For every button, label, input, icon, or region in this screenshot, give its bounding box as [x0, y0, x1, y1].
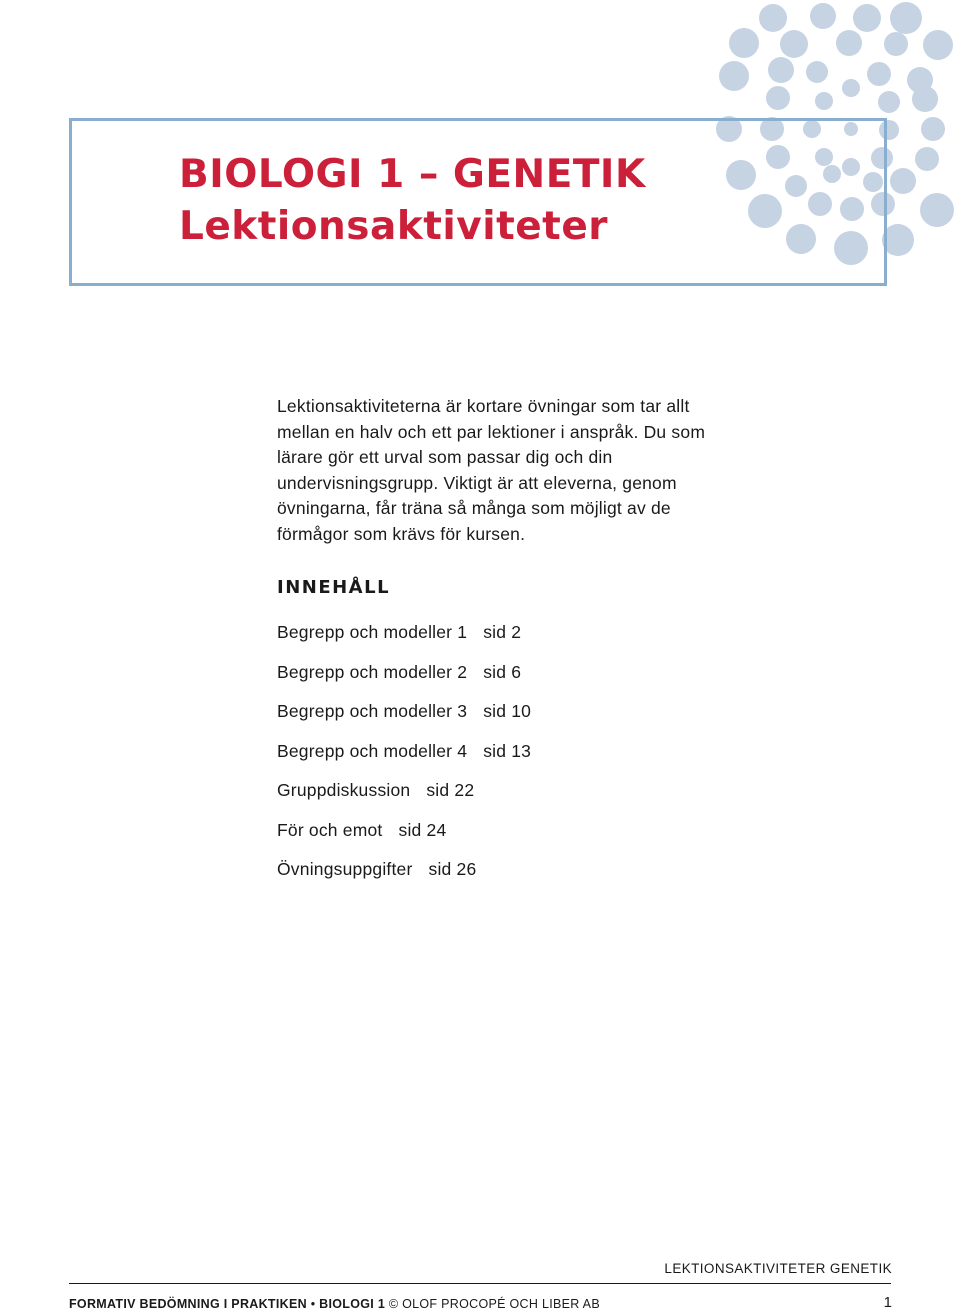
toc-item [277, 621, 531, 661]
decorative-dot [867, 62, 891, 86]
toc-item [277, 819, 531, 859]
decorative-dot [923, 30, 953, 60]
decorative-dot [815, 92, 833, 110]
decorative-dot [920, 193, 954, 227]
decorative-dot [719, 61, 749, 91]
footer-divider [69, 1283, 891, 1284]
decorative-dot [810, 3, 836, 29]
decorative-dot [780, 30, 808, 58]
toc-item-label: Begrepp och modeller 4 [277, 740, 468, 761]
decorative-dot [915, 147, 939, 171]
running-head: LEKTIONSAKTIVITETER GENETIK [664, 1261, 892, 1276]
decorative-dot [806, 61, 828, 83]
toc-item-label: Begrepp och modeller 2 [277, 661, 468, 682]
toc-item-label: Gruppdiskussion [277, 780, 411, 800]
contents-heading: INNEHÅLL [277, 577, 391, 598]
decorative-dot [729, 28, 759, 58]
title-box [69, 118, 887, 286]
document-title: BIOLOGI 1 – GENETIK [179, 152, 646, 197]
decorative-dot [759, 4, 787, 32]
decorative-dot [912, 86, 938, 112]
toc-item-label: För och emot [277, 819, 383, 840]
toc-item-page: sid 26 [428, 859, 477, 879]
decorative-dot [768, 57, 794, 83]
toc-item [277, 700, 531, 740]
toc-item [277, 740, 531, 780]
decorative-dot [842, 79, 860, 97]
footer-credits [69, 1297, 600, 1311]
toc-item-label: Begrepp och modeller 3 [277, 701, 468, 721]
toc-item [277, 779, 531, 819]
toc-item-page: sid 22 [426, 780, 475, 800]
table-of-contents [277, 621, 531, 898]
toc-item-page: sid 24 [398, 819, 447, 840]
toc-item [277, 661, 531, 701]
toc-item-label: Övningsuppgifter [277, 859, 413, 879]
decorative-dot [836, 30, 862, 56]
toc-item [277, 858, 531, 898]
footer-book: BIOLOGI 1 [319, 1297, 386, 1311]
footer-series: FORMATIV BEDÖMNING I PRAKTIKEN [69, 1297, 307, 1311]
decorative-dot [890, 2, 922, 34]
toc-item-page: sid 10 [483, 701, 532, 721]
footer-copyright: © OLOF PROCOPÉ OCH LIBER AB [385, 1297, 600, 1311]
toc-item-page: sid 2 [483, 622, 522, 642]
decorative-dot [853, 4, 881, 32]
intro-paragraph: Lektionsaktiviteterna är kortare övningar som tar allt mellan en halv och ett par lektioner i anspråk. Du som lärare gör ett urval som passar dig och din undervisningsgrupp. Viktigt är att eleverna, genom övningarna, får träna så många som möjligt av de förmågor som krävs för kursen. [277, 396, 706, 544]
footer-separator: • [306, 1297, 320, 1311]
decorative-dot [890, 168, 916, 194]
decorative-dot [921, 117, 945, 141]
toc-item-page: sid 13 [483, 740, 532, 761]
document-subtitle: Lektionsaktiviteter [179, 204, 608, 249]
decorative-dot [766, 86, 790, 110]
toc-item-label: Begrepp och modeller 1 [277, 622, 468, 642]
page-number: 1 [883, 1294, 892, 1311]
toc-item-page: sid 6 [483, 661, 522, 682]
decorative-dot [878, 91, 900, 113]
decorative-dot [884, 32, 908, 56]
